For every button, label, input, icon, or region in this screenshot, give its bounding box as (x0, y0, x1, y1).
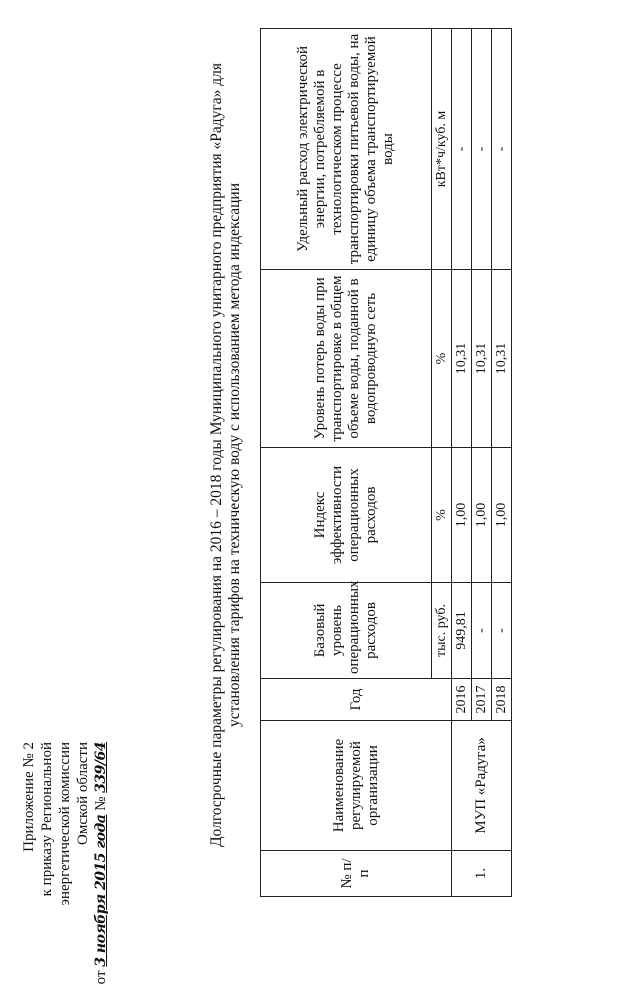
header-energy: Удельный расход электрической энергии, потребляемой в технологическом процессе транспортировки питьевой воды, на единицу объема транспортируемой воды (261, 29, 432, 270)
cell-base: 949,81 (452, 583, 472, 679)
handwritten-date: 3 ноября 2015 года (93, 814, 109, 967)
cell-index: 1,00 (492, 448, 512, 583)
header-index: Индекс эффективности операционных расходов (261, 448, 432, 583)
appendix-date-line (92, 742, 110, 1002)
header-base: Базовый уровень операционных расходов (261, 583, 432, 679)
cell-base: - (472, 583, 492, 679)
unit-loss: % (432, 270, 452, 448)
row-num: 1. (452, 851, 512, 897)
appendix-number: Приложение № 2 (21, 742, 37, 852)
header-row (261, 29, 432, 897)
unit-base: тыс. руб. (432, 583, 452, 679)
cell-year: 2017 (472, 679, 492, 721)
number-prefix: № (93, 796, 109, 811)
cell-index: 1,00 (452, 448, 472, 583)
table-row (452, 29, 472, 897)
handwritten-number: 339/64 (93, 742, 109, 793)
appendix-order-ref: к приказу Региональной (39, 742, 55, 897)
appendix-region: Омской области (75, 742, 91, 845)
cell-loss: 10,31 (472, 270, 492, 448)
cell-base: - (492, 583, 512, 679)
document-title (208, 45, 244, 865)
cell-year: 2016 (452, 679, 472, 721)
cell-energy: - (492, 29, 512, 270)
cell-year: 2018 (492, 679, 512, 721)
title-line-2: установления тарифов на техническую воду с использованием метода индексации (226, 182, 243, 728)
appendix-commission: энергетической комиссии (57, 742, 73, 906)
cell-energy: - (452, 29, 472, 270)
appendix-block (20, 742, 110, 1002)
row-org: МУП «Радуга» (452, 721, 512, 851)
unit-energy: кВт*ч/куб. м (432, 29, 452, 270)
cell-loss: 10,31 (452, 270, 472, 448)
cell-index: 1,00 (472, 448, 492, 583)
header-org: Наименование регулируемой организации (261, 721, 452, 851)
header-num: № п/п (261, 851, 452, 897)
cell-loss: 10,31 (492, 270, 512, 448)
parameters-table (260, 28, 512, 897)
date-prefix: от (93, 970, 109, 985)
header-loss: Уровень потерь воды при транспортировке в общем объеме воды, поданной в водопроводную сеть (261, 270, 432, 448)
title-line-1: Долгосрочные параметры регулирования на 2016 – 2018 годы Муниципального унитарного предприятия «Радуга» для (208, 62, 225, 848)
header-year: Год (261, 679, 452, 721)
cell-energy: - (472, 29, 492, 270)
unit-index: % (432, 448, 452, 583)
